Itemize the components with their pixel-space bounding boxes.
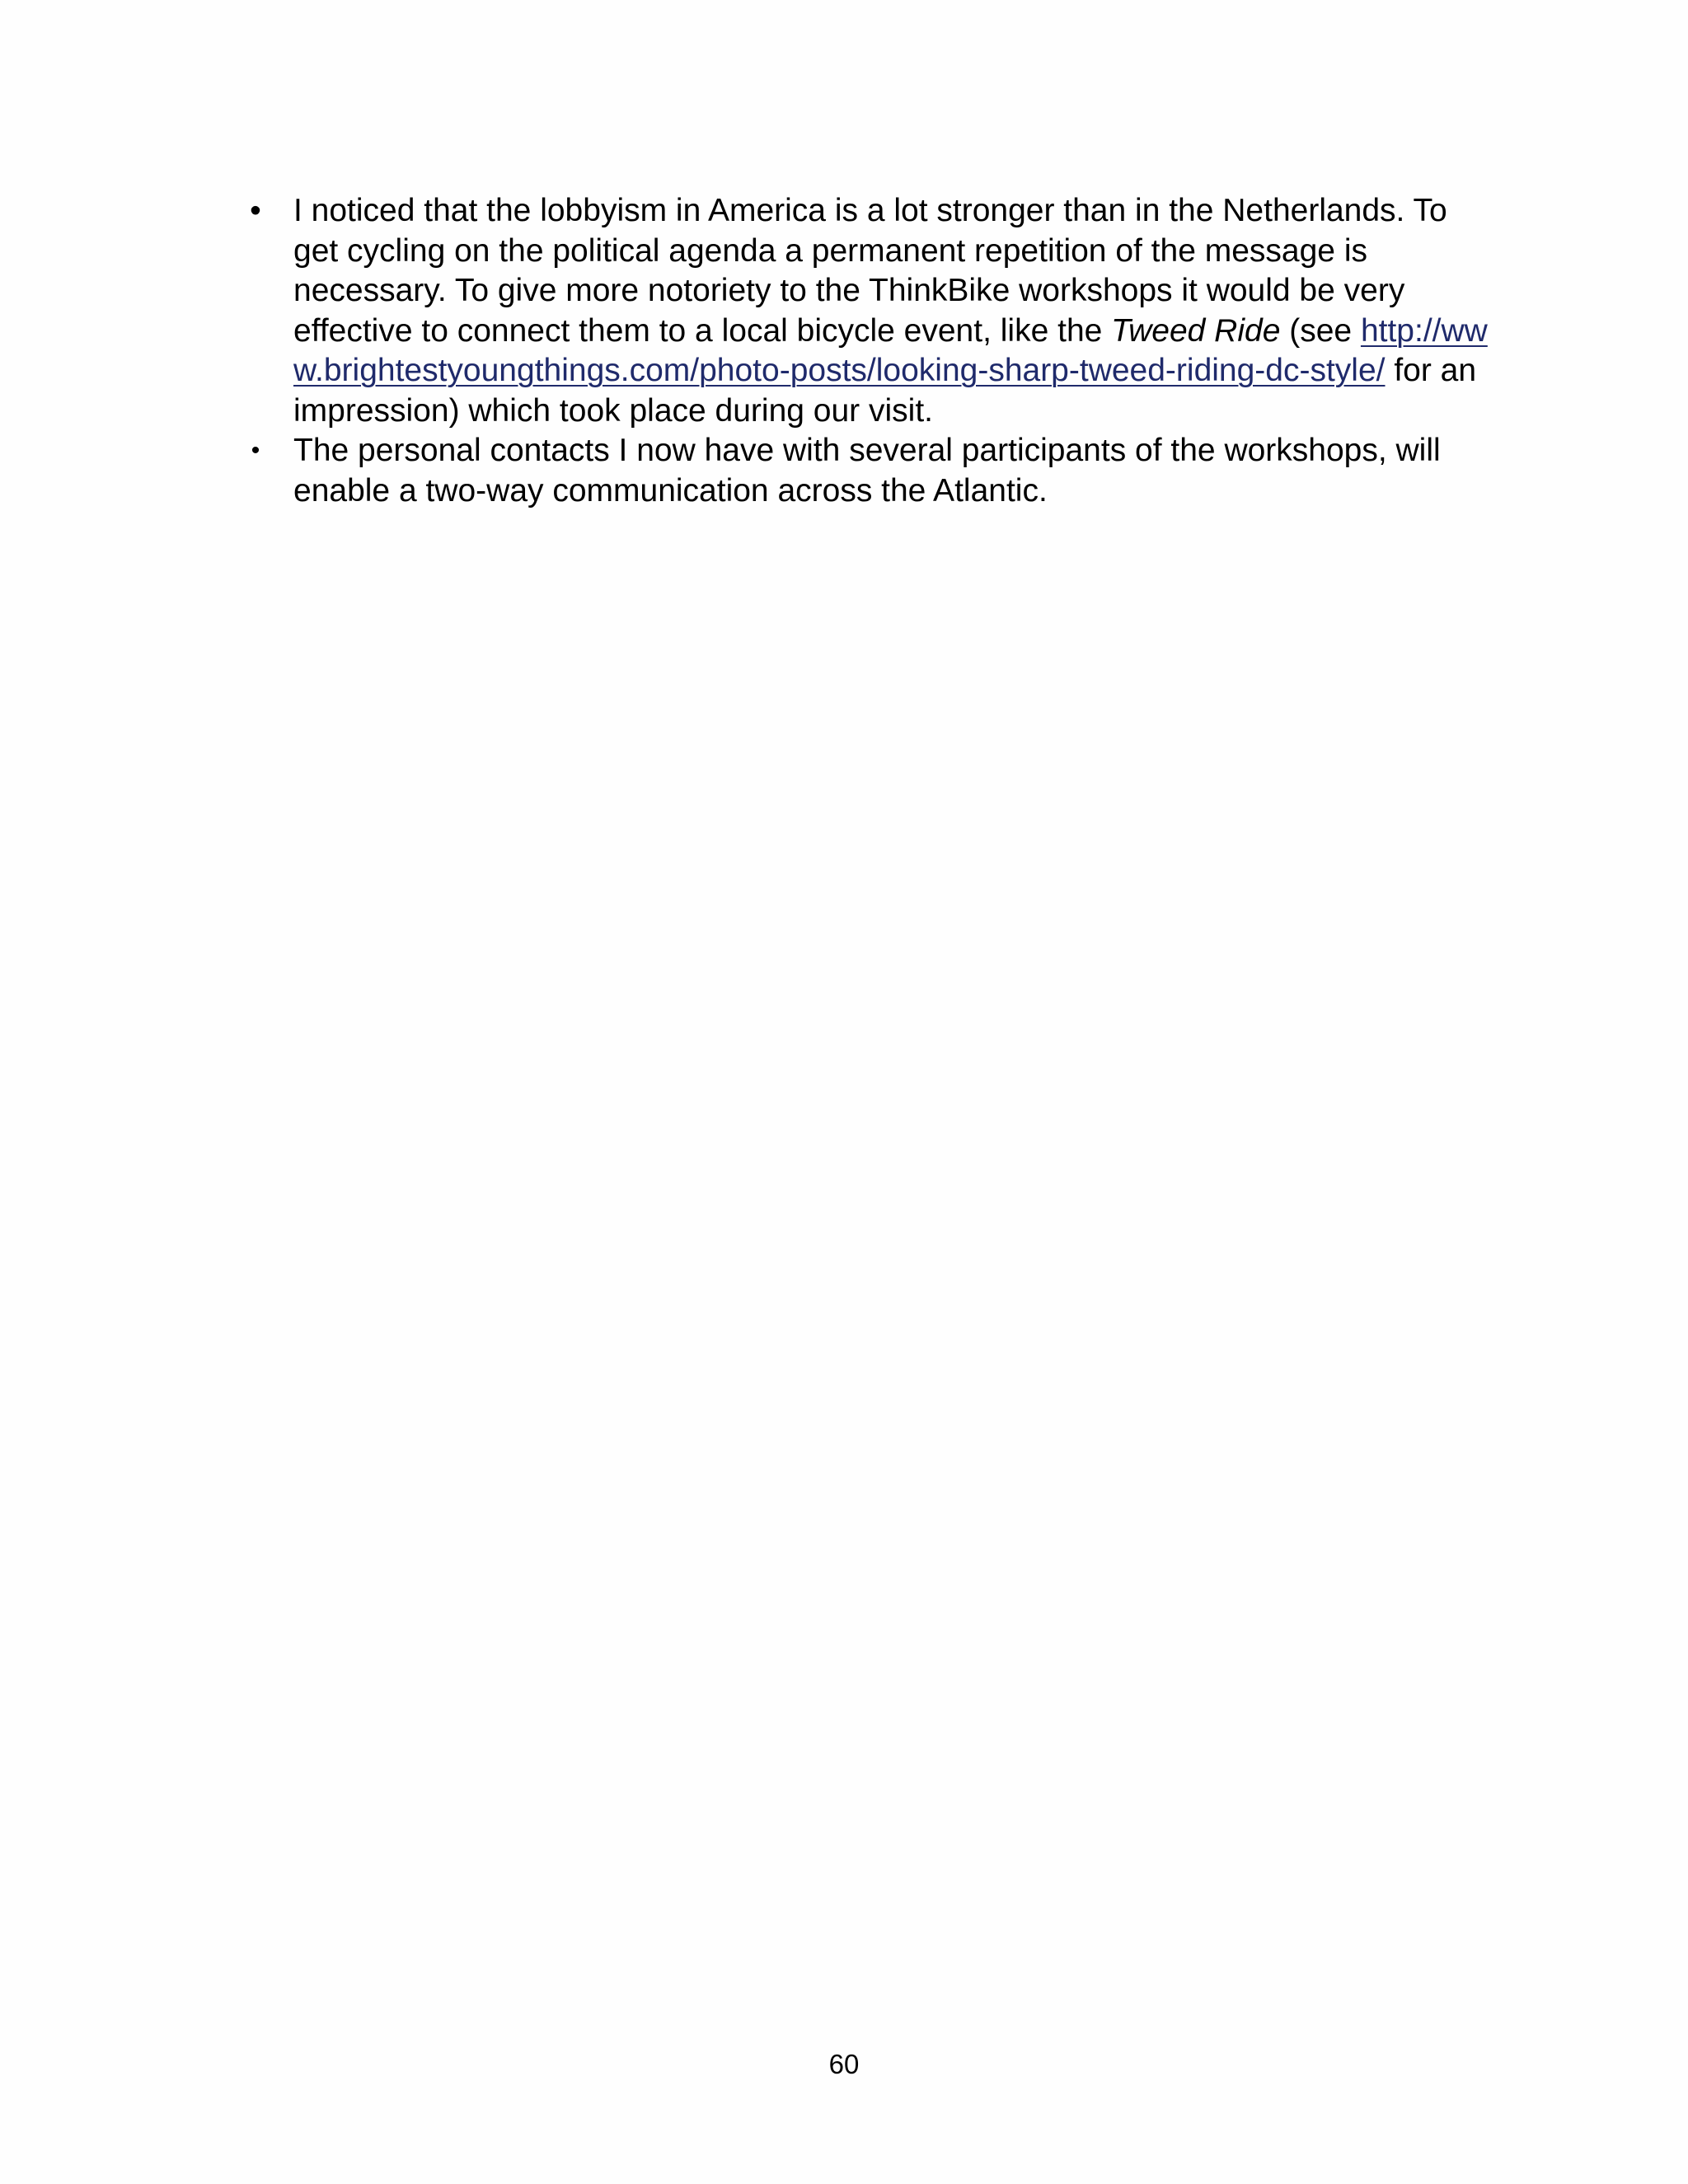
- list-item: [231, 431, 1500, 511]
- bullet-text: for an impression) which took place during our visit.: [293, 353, 1477, 429]
- page-number: 60: [828, 2049, 860, 2079]
- bullet-text: I noticed that the lobbyism in America is a lot stronger than in the Netherlands. To get cycling on the political agenda a permanent repetition of the message is necessary. To give more notoriety to the ThinkBike workshops it would be very effective to connect them to a local bicycle event, like the: [293, 193, 1447, 349]
- event-name: Tweed Ride: [1111, 312, 1281, 349]
- bullet-icon: •: [250, 193, 261, 228]
- bullet-icon: •: [251, 437, 260, 464]
- list-item: [231, 191, 1500, 431]
- bullet-list: [231, 191, 1500, 511]
- tweed-ride-link[interactable]: http://www.brightestyoungthings.com/photo-posts/looking-sharp-tweed-riding-dc-style/: [293, 312, 1488, 388]
- bullet-text: The personal contacts I now have with several participants of the workshops, will enable a two-way communication across the Atlantic.: [293, 433, 1441, 509]
- bullet-text: (see: [1280, 312, 1361, 349]
